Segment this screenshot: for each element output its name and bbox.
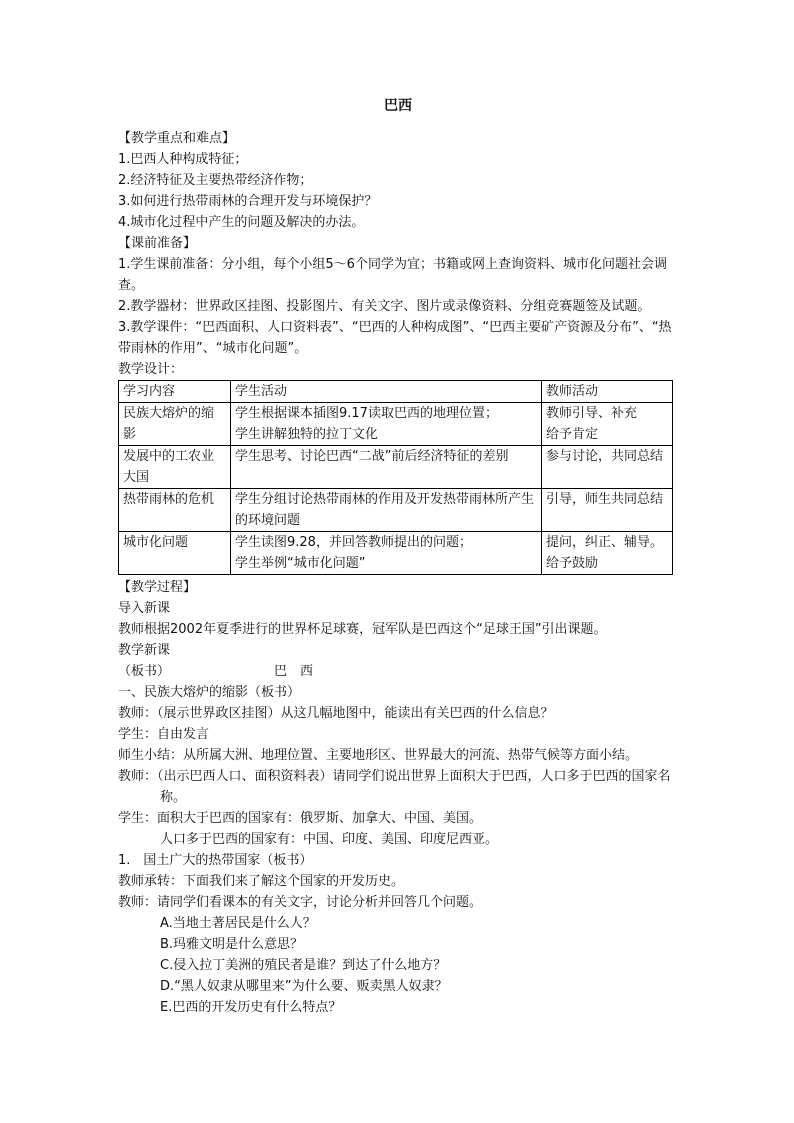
table-cell (231, 532, 542, 575)
cell-line: 给予鼓励 (546, 556, 599, 571)
section-heading-process: 【教学过程】 (118, 580, 197, 595)
teacher-line: 教师：（展示世界政区挂图）从这几幅地图中，能读出有关巴西的什么信息？ (118, 706, 554, 721)
cell-line: 提问，纠正、辅导。 (546, 535, 664, 550)
table-cell (231, 403, 542, 446)
new-lesson-label: 教学新课 (118, 643, 171, 658)
part-heading: 一、民族大熔炉的缩影（板书） (118, 685, 301, 700)
table-header-cell: 学生活动 (231, 381, 542, 403)
student-line: 人口多于巴西的国家有：中国、印度、美国、印度尼西亚。 (160, 832, 499, 847)
cell-line: 学生读图9.28，并回答教师提出的问题； (235, 535, 472, 550)
cell-line: 给予肯定 (546, 427, 599, 442)
teaching-design-table (118, 380, 673, 575)
table-cell: 学生思考、讨论巴西“二战”前后经济特征的差别 (231, 446, 542, 489)
table-cell (542, 532, 673, 575)
cell-line: 学生举例“城市化问题” (235, 556, 366, 571)
cell-line: 教师引导、补充 (546, 406, 638, 421)
key-point-2: 2.经济特征及主要热带经济作物； (118, 173, 313, 188)
cell-line: 学生根据课本插图9.17读取巴西的地理位置； (235, 406, 498, 421)
student-line: 学生：自由发言 (118, 727, 210, 742)
table-cell (542, 403, 673, 446)
prep-item-3: 3.教学课件：“巴西面积、人口资料表”、“巴西的人种构成图”、“巴西主要矿产资源及分布”、“热带雨林的作用”、“城市化问题”。 (118, 320, 672, 356)
table-cell: 热带雨林的危机 (119, 489, 231, 532)
cell-line: 学生讲解独特的拉丁文化 (235, 427, 379, 442)
table-cell: 城市化问题 (119, 532, 231, 575)
summary-line: 师生小结：从所属大洲、地理位置、主要地形区、世界最大的河流、热带气候等方面小结。 (118, 748, 639, 763)
teacher-line: 教师：（出示巴西人口、面积资料表）请同学们说出世界上面积大于巴西，人口多于巴西的国家名称。 (118, 769, 671, 805)
teacher-line: 教师承转：下面我们来了解这个国家的开发历史。 (118, 874, 405, 889)
table-cell: 发展中的工农业大国 (119, 446, 231, 489)
prep-item-1: 1.学生课前准备：分小组，每个小组5～6个同学为宜；书籍或网上查询资料、城市化问题社会调查。 (118, 257, 667, 293)
page-title: 巴西 (384, 98, 412, 114)
question-item: B.玛雅文明是什么意思？ (160, 937, 304, 952)
board-title: 巴 西 (274, 664, 314, 679)
key-point-4: 4.城市化过程中产生的问题及解决的办法。 (118, 215, 365, 230)
question-item: A.当地土著居民是什么人？ (160, 916, 316, 931)
question-item: C.侵入拉丁美洲的殖民者是谁？到达了什么地方？ (160, 958, 447, 973)
table-header-row (119, 381, 673, 403)
teacher-line: 教师：请同学们看课本的有关文字，讨论分析并回答几个问题。 (118, 895, 483, 910)
table-cell: 学生分组讨论热带雨林的作用及开发热带雨林所产生的环境问题 (231, 489, 542, 532)
key-point-1: 1.巴西人种构成特征； (118, 152, 248, 167)
key-point-3: 3.如何进行热带雨林的合理开发与环境保护？ (118, 194, 378, 209)
table-row (119, 532, 673, 575)
table-header-cell: 教师活动 (542, 381, 673, 403)
table-row (119, 403, 673, 446)
design-label: 教学设计： (118, 362, 184, 377)
section-heading-key-points: 【教学重点和难点】 (118, 131, 236, 146)
intro-text: 教师根据2002年夏季进行的世界杯足球赛，冠军队是巴西这个“足球王国”引出课题。 (118, 622, 607, 637)
student-line: 学生：面积大于巴西的国家有：俄罗斯、加拿大、中国、美国。 (118, 811, 483, 826)
document-page (118, 96, 678, 1018)
prep-item-2: 2.教学器材：世界政区挂图、投影图片、有关文字、图片或录像资料、分组竞赛题签及试题。 (118, 299, 651, 314)
table-cell: 参与讨论，共同总结 (542, 446, 673, 489)
intro-label: 导入新课 (118, 601, 171, 616)
table-cell: 民族大熔炉的缩影 (119, 403, 231, 446)
table-row (119, 446, 673, 489)
question-item: E.巴西的开发历史有什么特点？ (160, 1000, 342, 1015)
table-header-cell: 学习内容 (119, 381, 231, 403)
table-cell: 引导，师生共同总结 (542, 489, 673, 532)
board-label: （板书） (118, 664, 171, 679)
question-item: D.“黑人奴隶从哪里来”为什么要、贩卖黑人奴隶？ (160, 979, 448, 994)
sub-heading: 1. 国土广大的热带国家（板书） (118, 853, 313, 868)
board-line (118, 661, 678, 682)
table-row (119, 489, 673, 532)
section-heading-prep: 【课前准备】 (118, 236, 197, 251)
